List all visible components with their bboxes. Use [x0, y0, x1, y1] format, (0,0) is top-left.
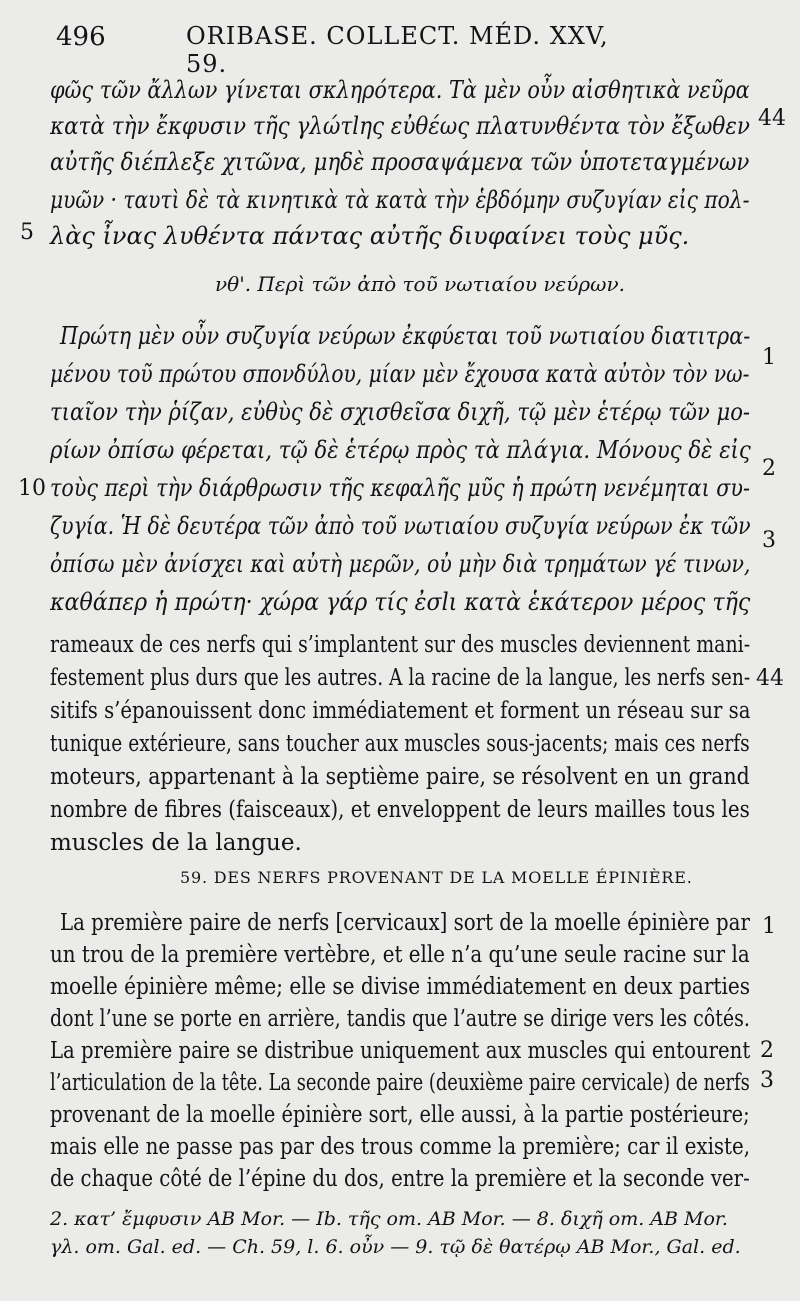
greek-line: Πρώτη μὲν οὖν συζυγία νεύρων ἐκφύεται τοῦ νωτιαίου διατιτρα- — [60, 322, 751, 350]
french-chapter-heading: 59. DES NERFS PROVENANT DE LA MOELLE ÉPINIÈRE. — [180, 868, 693, 887]
french-line: festement plus durs que les autres. A la racine de la langue, les nerfs sen- — [50, 665, 751, 691]
margin-note-number: 3 — [762, 528, 776, 553]
greek-line: ζυγία. Ἡ δὲ δευτέρα τῶν ἀπὸ τοῦ νωτιαίου συζυγία νεύρων ἐκ τῶν — [50, 512, 751, 540]
french-line: provenant de la moelle épinière sort, elle aussi, à la partie postérieure; — [50, 1102, 750, 1128]
greek-line: τοὺς περὶ τὴν διάρθρωσιν τῆς κεφαλῆς μῦς ἡ πρώτη νενέμηται συ- — [50, 474, 750, 502]
margin-line-number: 5 — [20, 220, 34, 245]
french-line: l’articulation de la tête. La seconde paire (deuxième paire cervicale) de nerfs — [50, 1070, 750, 1096]
margin-note-number: 1 — [762, 345, 776, 370]
french-line: tunique extérieure, sans toucher aux muscles sous-jacents; mais ces nerfs — [50, 731, 750, 757]
greek-chapter-heading: νθ'. Περὶ τῶν ἀπὸ τοῦ νωτιαίου νεύρων. — [215, 272, 626, 296]
running-title: ORIBASE. COLLECT. MÉD. XXV, 59. — [186, 22, 609, 78]
greek-line: ὀπίσω μὲν ἀνίσχει καὶ αὐτὴ μερῶν, οὐ μὴν διὰ τρημάτων γέ τινων, — [50, 550, 751, 578]
greek-line: καθάπερ ἡ πρώτη· χώρα γάρ τίς ἐσlι κατὰ ἑκάτερον μέρος τῆς — [50, 588, 751, 616]
french-line: dont l’une se porte en arrière, tandis que l’autre se dirige vers les côtés. — [50, 1006, 750, 1032]
french-line: moteurs, appartenant à la septième paire, se résolvent en un grand — [50, 764, 750, 790]
margin-note-number: 3 — [760, 1068, 774, 1093]
greek-line: λὰς ἶνας λυθέντα πάντας αὐτῆς διυφαίνει τοὺς μῦς. — [50, 222, 690, 250]
french-line: rameaux de ces nerfs qui s’implantent sur des muscles deviennent mani- — [50, 632, 751, 658]
greek-line: αὐτῆς διέπλεξε χιτῶνα, μηδὲ προσαψάμενα τῶν ὑποτεταγμένων — [50, 148, 750, 176]
margin-note-number: 1 — [762, 914, 776, 939]
greek-line: κατὰ τὴν ἔκφυσιν τῆς γλώτlης εὐθέως πλατυνθέντα τὸν ἔξωθεν — [50, 112, 750, 140]
french-line: nombre de fibres (faisceaux), et enveloppent de leurs mailles tous les — [50, 797, 750, 823]
greek-line: ρίων ὀπίσω φέρεται, τῷ δὲ ἑτέρῳ πρὸς τὰ πλάγια. Μόνους δὲ εἰς — [50, 436, 751, 464]
greek-line: τιαῖον τὴν ῥίζαν, εὐθὺς δὲ σχισθεῖσα διχῆ, τῷ μὲν ἑτέρῳ τῶν μο- — [50, 398, 751, 426]
french-line: mais elle ne passe pas par des trous comme la première; car il existe, — [50, 1134, 750, 1160]
footnote-line: γλ. om. Gal. ed. — Ch. 59, l. 6. οὖν — 9. τῷ δὲ θατέρῳ AB Mor., Gal. ed. — [50, 1236, 741, 1258]
page-header — [56, 16, 656, 78]
french-line: de chaque côté de l’épine du dos, entre la première et la seconde ver- — [50, 1166, 750, 1192]
french-line: La première paire de nerfs [cervicaux] sort de la moelle épinière par — [60, 910, 750, 936]
margin-note-number: 44 — [756, 666, 784, 691]
footnote-line: 2. κατ’ ἔμφυσιν AB Mor. — Ib. τῆς om. AB Mor. — 8. διχῆ om. AB Mor. — [50, 1208, 728, 1230]
french-line: un trou de la première vertèbre, et elle n’a qu’une seule racine sur la — [50, 942, 750, 968]
french-line: moelle épinière même; elle se divise immédiatement en deux parties — [50, 974, 751, 1000]
margin-note-number: 2 — [762, 456, 776, 481]
greek-line: φῶς τῶν ἄλλων γίνεται σκληρότερα. Τὰ μὲν οὖν αἰσθητικὰ νεῦρα — [50, 76, 750, 104]
margin-note-number: 44 — [758, 106, 786, 131]
french-line: muscles de la langue. — [50, 830, 302, 856]
page-number: 496 — [56, 22, 106, 52]
french-line: sitifs s’épanouissent donc immédiatement et forment un réseau sur sa — [50, 698, 751, 724]
greek-line: μένου τοῦ πρώτου σπονδύλου, μίαν μὲν ἔχουσα κατὰ αὐτὸν τὸν νω- — [50, 360, 750, 388]
french-line: La première paire se distribue uniquement aux muscles qui entourent — [50, 1038, 751, 1064]
margin-note-number: 2 — [760, 1038, 774, 1063]
greek-line: μυῶν · ταυτὶ δὲ τὰ κινητικὰ τὰ κατὰ τὴν ἑβδόμην συζυγίαν εἰς πολ- — [50, 186, 750, 214]
margin-line-number: 10 — [18, 476, 46, 501]
